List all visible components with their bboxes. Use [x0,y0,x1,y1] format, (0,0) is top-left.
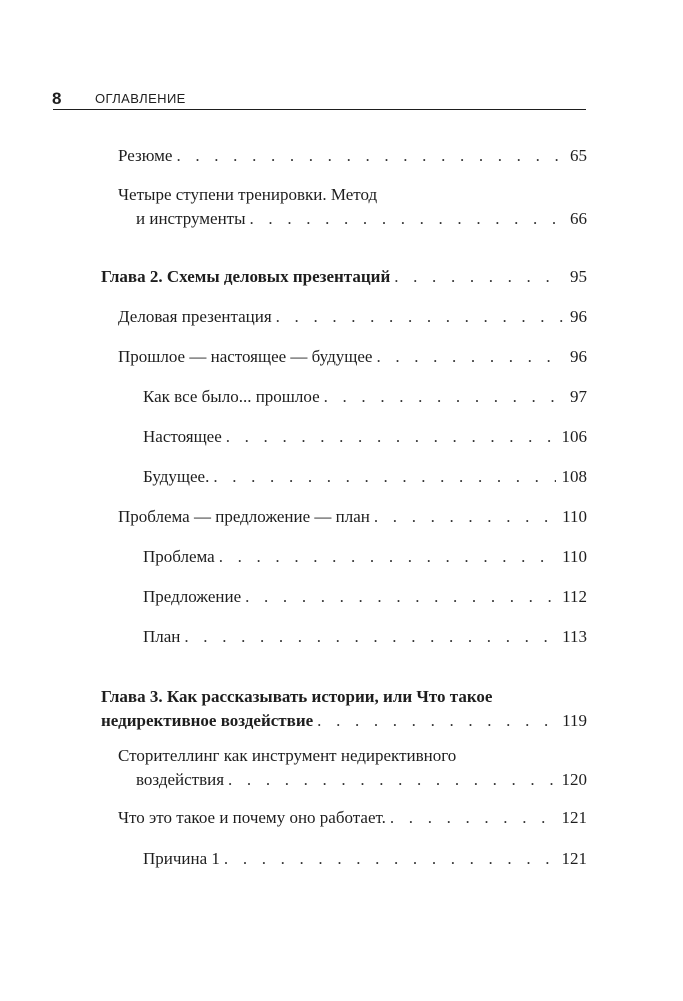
dot-leader [324,385,564,409]
toc-entry-page: 96 [570,307,587,326]
toc-entry-title: Проблема [143,545,219,569]
toc-entry-title: Резюме [118,144,176,168]
toc-entry [118,183,587,231]
toc-entry-page: 95 [570,267,587,286]
toc-chapter-entry [101,685,587,733]
toc-subentry [143,585,587,609]
dot-leader [250,207,564,231]
toc-entry-page: 110 [562,507,587,526]
dot-leader [376,345,564,369]
toc-entry-title: Прошлое — настоящее — будущее [118,345,376,369]
toc-entry-page: 66 [570,209,587,228]
dot-leader [219,545,556,569]
toc-entry-title-continued: и инструменты [136,207,250,231]
dot-leader [226,425,556,449]
toc-subentry [143,465,587,489]
toc-entry-page: 120 [561,770,587,789]
toc-entry-title: Деловая презентация [118,305,276,329]
dot-leader [390,806,556,830]
toc-entry-title: Предложение [143,585,245,609]
toc-entry [118,505,587,529]
toc-entry-page: 121 [561,849,587,868]
toc-entry-title: Проблема — предложение — план [118,505,374,529]
toc-subentry [143,425,587,449]
toc-entry-page: 106 [561,427,587,446]
toc-entry [118,806,587,830]
dot-leader [394,265,564,289]
page-number: 8 [52,89,62,108]
toc-subentry [143,847,587,871]
toc-entry-title: Сторителлинг как инструмент недирективного [118,746,457,765]
toc-entry-title: Будущее. [143,465,213,489]
toc-entry-page: 96 [570,347,587,366]
toc-entry-title: Как все было... прошлое [143,385,324,409]
toc-chapter-title: Глава 2. Схемы деловых презентаций [101,265,394,289]
toc-entry-page: 108 [561,467,587,486]
dot-leader [245,585,556,609]
toc-entry [118,144,587,168]
toc-entry-page: 110 [562,547,587,566]
toc-entry-page: 121 [561,808,587,827]
toc-subentry [143,385,587,409]
toc-entry-title-continued: воздействия [136,768,228,792]
toc-entry [118,305,587,329]
toc-subentry [143,545,587,569]
dot-leader [228,768,555,792]
toc-entry-title: План [143,625,184,649]
toc-entry-title: Настоящее [143,425,226,449]
dot-leader [224,847,556,871]
dot-leader [374,505,556,529]
toc-entry [118,744,587,792]
toc-chapter-title: Глава 3. Как рассказывать истории, или Что такое [101,687,493,706]
toc-entry-title: Причина 1 [143,847,224,871]
toc-entry-page: 112 [562,587,587,606]
toc-entry-page: 119 [562,711,587,730]
toc-entry-page: 65 [570,146,587,165]
toc-chapter-title-continued: недирективное воздействие [101,709,317,733]
dot-leader [213,465,555,489]
dot-leader [276,305,564,329]
dot-leader [184,625,556,649]
toc-subentry [143,625,587,649]
toc-entry [118,345,587,369]
running-title: ОГЛАВЛЕНИЕ [95,91,186,106]
toc-entry-title: Четыре ступени тренировки. Метод [118,185,378,204]
toc-entry-page: 97 [570,387,587,406]
dot-leader [176,144,564,168]
dot-leader [317,709,556,733]
toc-entry-page: 113 [562,627,587,646]
toc-entry-title: Что это такое и почему оно работает. [118,806,390,830]
toc-chapter-entry [101,265,587,289]
